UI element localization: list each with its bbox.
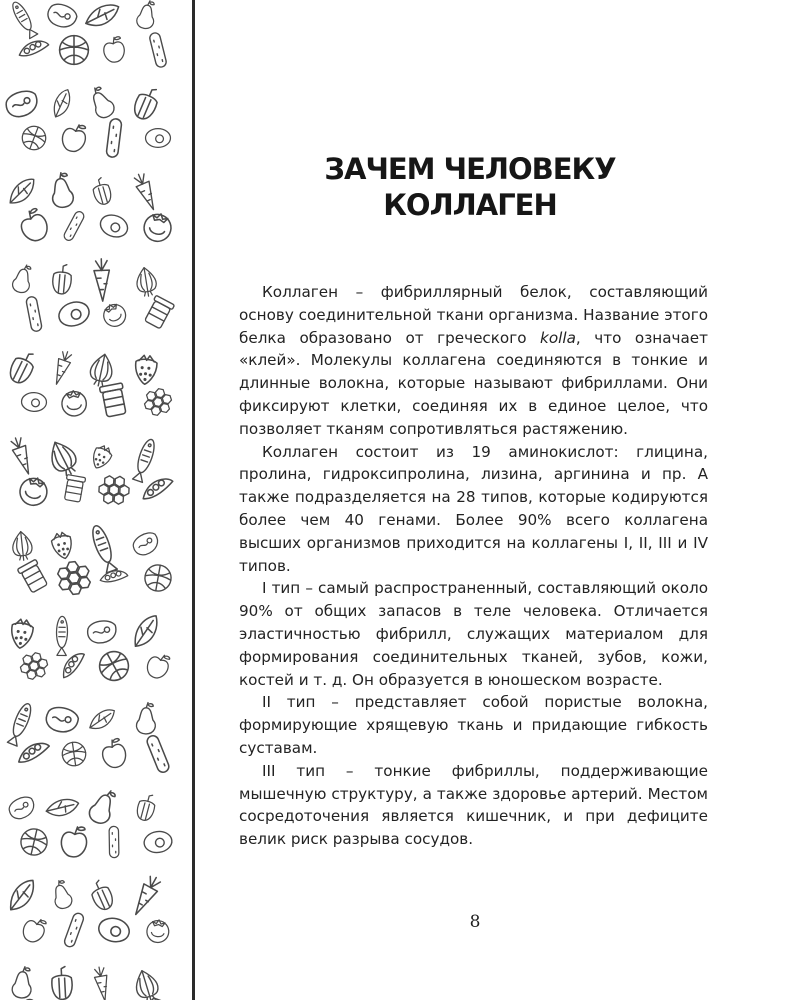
leaf-icon [46,791,78,823]
cucumber-icon [26,296,43,332]
fish-icon [9,0,38,39]
onion-icon [88,352,116,388]
honeycomb-icon [18,650,50,681]
egg-icon [97,211,130,240]
leaf-icon [48,89,76,117]
pear-icon [136,0,157,30]
egg-icon [21,392,47,412]
jar-icon [143,295,175,329]
pear-icon [11,263,33,294]
pea-pod-icon [18,743,49,762]
paragraph-1 [239,281,708,441]
apple-icon [102,36,125,63]
honeycomb-icon [98,475,129,504]
onion-icon [134,266,158,298]
side-divider-line [192,0,195,1000]
pepper-icon [6,348,38,386]
pea-pod-icon [19,39,49,59]
carrot-icon [51,350,74,387]
tomato-icon [100,300,129,330]
food-icons-illustration [0,0,192,1000]
carrot-icon [93,966,111,1000]
fish-icon [56,616,68,655]
tomato-icon [17,474,51,508]
page-title-line-1: ЗАЧЕМ ЧЕЛОВЕКУ [324,152,616,187]
steak-icon [44,704,81,735]
carrot-icon [9,436,35,477]
steak-icon [3,88,40,120]
carrot-icon [94,259,111,302]
cucumber-icon [63,210,86,242]
pepper-icon [51,966,73,1000]
steak-icon [87,620,118,645]
jar-icon [99,383,127,418]
pear-icon [12,966,33,999]
paragraph-3: I тип – самый распространенный, составляющий около 90% от общих запасов в теле человека. Отличается эластичностью фибрилл, служащих материалом для формирования соединительных тканей, зубов, кожи, костей и т. д. Он образуется в юношеском возрасте. [239,579,708,689]
onion-icon [11,531,33,562]
fish-icon [89,524,118,574]
pepper-icon [90,176,113,206]
strawberry-icon [50,531,75,561]
apple-icon [19,914,48,945]
steak-icon [6,794,37,822]
cucumber-icon [106,118,122,158]
egg-icon [56,298,92,329]
steak-icon [130,530,162,559]
carrot-icon [129,874,163,918]
egg-icon [143,830,173,855]
paragraph-1-part-1: Коллаген – фибриллярный белок, составляющий основу соединительной ткани организма. Название этого белка образовано от греческого [239,283,708,347]
carrot-icon [132,172,160,213]
pear-icon [87,786,119,826]
pea-pod-icon [142,478,174,499]
tomato-icon [61,390,87,417]
paragraph-4: II тип – представляет собой пористые волокна, формирующие хрящевую ткань и придающие гибкость суставам. [239,693,708,757]
leaf-icon [9,179,34,203]
cucumber-icon [109,826,119,857]
honeycomb-icon [53,557,96,598]
leaf-icon [6,880,37,910]
decorative-food-pattern [0,0,192,1000]
jar-icon [63,475,86,503]
leaf-icon [90,707,115,730]
apple-icon [144,650,173,681]
egg-icon [96,915,131,944]
leaf-icon [130,616,162,647]
article-body [239,281,708,851]
cucumber-icon [145,734,170,774]
cabbage-icon [94,646,133,685]
cucumber-icon [63,912,85,948]
pepper-icon [131,84,162,122]
strawberry-icon [134,355,158,386]
pepper-icon [87,878,116,912]
tomato-icon [141,211,174,245]
jar-icon [17,559,49,593]
paragraph-1-part-2: , что означает «клей». Молекулы коллагена соединяются в тонкие и длинные волокна, которые называют фибриллами. Они фиксируют клетки, соединяя их в единое целое, что позволяет тканям сопротивляться растяжению. [239,328,708,438]
page-title [260,151,680,223]
onion-icon [44,437,81,479]
pear-icon [136,702,155,734]
page-title-line-2: КОЛЛАГЕН [383,188,557,223]
cabbage-icon [18,826,49,857]
cucumber-icon [149,32,168,68]
strawberry-icon [9,618,34,649]
steak-icon [45,0,80,31]
pear-icon [85,84,117,121]
onion-icon [132,968,162,1000]
cabbage-icon [60,36,89,65]
apple-icon [60,825,88,858]
pepper-icon [135,792,158,822]
paragraph-2: Коллаген состоит из 19 аминокислот: глицина, пролина, гидроксипролина, лизина, аргинина и пр. А также подразделяется на 28 типов, которые кодируются более чем 40 генами. Более 90% всего коллагена высших организмов приходится на коллагены I, II, III и IV типов. [239,442,708,575]
strawberry-icon [88,443,114,472]
apple-icon [16,206,52,244]
tomato-icon [146,919,170,944]
pepper-icon [52,264,73,295]
pear-icon [49,171,75,208]
cabbage-icon [143,563,173,593]
paragraph-1-kolla-term: kolla [540,328,576,347]
cabbage-icon [61,741,87,767]
egg-icon [146,129,171,148]
leaf-icon [86,0,119,31]
page-number: 8 [469,912,481,932]
pear-icon [49,879,73,911]
fish-icon [132,438,158,483]
honeycomb-icon [141,386,174,418]
apple-icon [99,737,128,770]
paragraph-5: III тип – тонкие фибриллы, поддерживающие мышечную структуру, а также здоровье артерий. Местом сосредоточения является кишечник, и при дефиците велик риск разрыва сосудов. [239,761,708,849]
fish-icon [7,702,35,747]
apple-icon [60,121,89,153]
cabbage-icon [19,123,49,153]
